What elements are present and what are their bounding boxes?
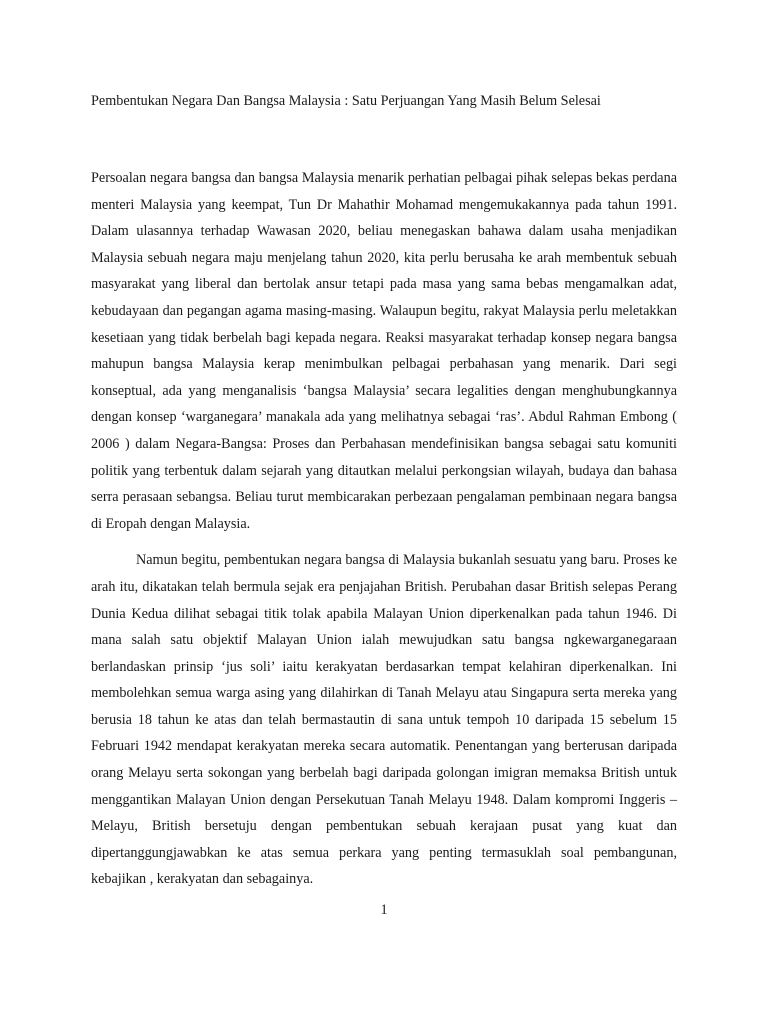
document-title: Pembentukan Negara Dan Bangsa Malaysia : Satu Perjuangan Yang Masih Belum Selesai: [91, 93, 601, 109]
page-number: 1: [380, 902, 388, 918]
paragraph-1: Persoalan negara bangsa dan bangsa Malaysia menarik perhatian pelbagai pihak selepas bekas perdana menteri Malaysia yang keempat, Tun Dr Mahathir Mohamad mengemukakannya pada tahun 1991. Dalam ulasannya terhadap Wawasan 2020, beliau menegaskan bahawa dalam usaha menjadikan Malaysia sebuah negara maju menjelang tahun 2020, kita perlu berusaha ke arah membentuk sebuah masyarakat yang liberal dan bertolak ansur tetapi pada masa yang sama bebas mengamalkan adat, kebudayaan dan pegangan agama masing-masing. Walaupun begitu, rakyat Malaysia perlu meletakkan kesetiaan yang tidak berbelah bagi kepada negara. Reaksi masyarakat terhadap konsep negara bangsa mahupun bangsa Malaysia kerap menimbulkan pelbagai perbahasan yang menarik. Dari segi konseptual, ada yang menganalisis ‘bangsa Malaysia’ secara legalities dengan menghubungkannya dengan konsep ‘warganegara’ manakala ada yang melihatnya sebagai ‘ras’. Abdul Rahman Embong ( 2006 ) dalam Negara-Bangsa: Proses dan Perbahasan mendefinisikan bangsa sebagai satu komuniti politik yang terbentuk dalam sejarah yang ditautkan melalui perkongsian wilayah, budaya dan bahasa serra perasaan sebangsa. Beliau turut membicarakan perbezaan pengalaman pembinaan negara bangsa di Eropah dengan Malaysia.: [91, 170, 677, 532]
document-body: [91, 165, 677, 893]
paragraph-2: Namun begitu, pembentukan negara bangsa di Malaysia bukanlah sesuatu yang baru. Proses ke arah itu, dikatakan telah bermula sejak era penjajahan British. Perubahan dasar British selepas Perang Dunia Kedua dilihat sebagai titik tolak apabila Malayan Union diperkenalkan pada tahun 1946. Di mana salah satu objektif Malayan Union ialah mewujudkan satu bangsa ngkewarganegaraan berlandaskan prinsip ‘jus soli’ iaitu kerakyatan berdasarkan tempat kelahiran diperkenalkan. Ini membolehkan semua warga asing yang dilahirkan di Tanah Melayu atau Singapura serta mereka yang berusia 18 tahun ke atas dan telah bermastautin di sana untuk tempoh 10 daripada 15 sebelum 15 Februari 1942 mendapat kerakyatan mereka secara automatik. Penentangan yang berterusan daripada orang Melayu serta sokongan yang berbelah bagi daripada golongan imigran memaksa British untuk menggantikan Malayan Union dengan Persekutuan Tanah Melayu 1948. Dalam kompromi Inggeris – Melayu, British bersetuju dengan pembentukan sebuah kerajaan pusat yang kuat dan dipertanggungjawabkan ke atas semua perkara yang penting termasuklah soal pembangunan, kebajikan , kerakyatan dan sebagainya.: [91, 552, 677, 888]
